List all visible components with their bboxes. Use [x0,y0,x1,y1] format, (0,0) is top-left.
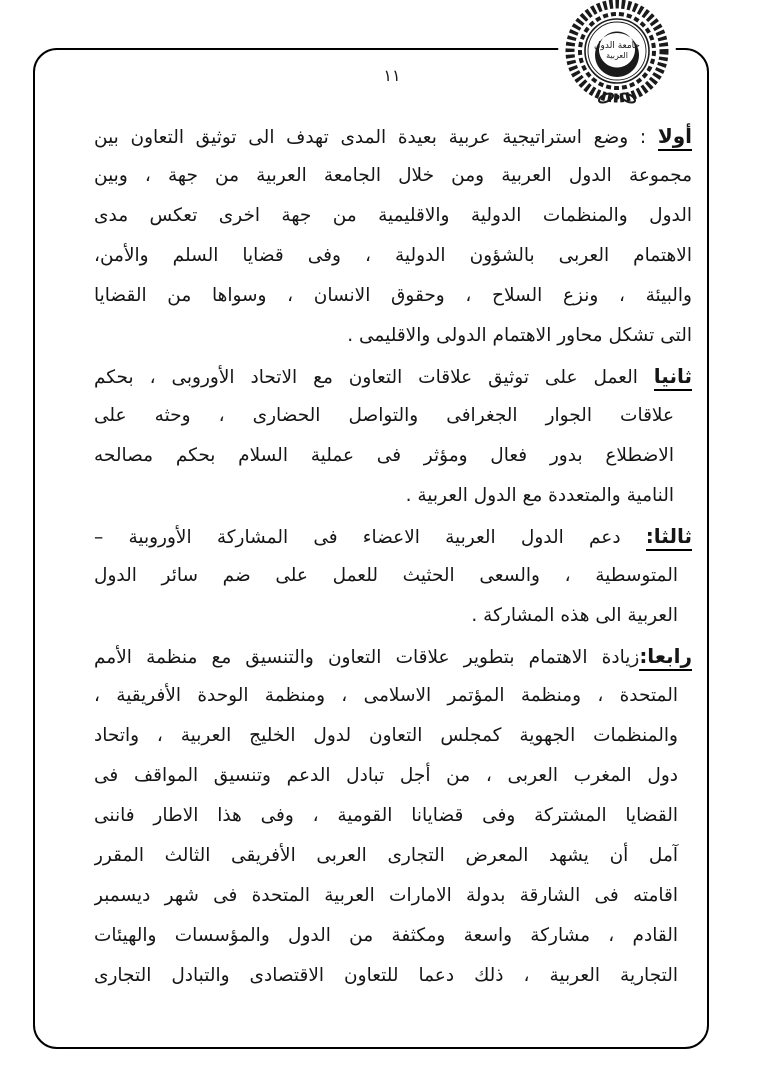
paragraph-label: رابعا: [639,644,692,671]
paragraph-line: المتوسطية ، والسعى الحثيث للعمل على ضم سائر الدول [94,565,678,586]
paragraph-line: القضايا المشتركة وفى قضايانا القومية ، وفى هذا الاطار فاننى [94,805,678,826]
emblem-graphic [558,0,676,112]
paragraph-line: التجارية العربية ، ذلك دعما للتعاون الاقتصادى والتبادل التجارى [94,965,678,986]
emblem-calligraphy-top: جامعة الدول [593,41,641,51]
paragraph-label: أولا [658,124,692,151]
paragraph-line: والبيئة ، ونزع السلاح ، وحقوق الانسان ، وسواها من القضايا [94,285,692,306]
document-body [94,116,692,996]
arab-league-emblem-icon [558,0,676,112]
page-number: ١١ [383,66,401,85]
paragraph-label: ثانيا [654,364,692,391]
paragraph [94,116,692,356]
paragraph-line: النامية والمتعددة مع الدول العربية . [405,485,674,506]
paragraph-line: القادم ، مشاركة واسعة ومكثفة من الدول والمؤسسات والهيئات [94,925,678,946]
paragraph-line: دول المغرب العربى ، من أجل تبادل الدعم وتنسيق المواقف فى [94,765,678,786]
paragraph-label: ثالثا: [646,524,692,551]
paragraph-line: الاهتمام العربى بالشؤون الدولية ، وفى قضايا السلم والأمن، [94,245,692,266]
paragraph-line: آمل أن يشهد المعرض التجارى العربى الأفريقى الثالث المقرر [94,845,678,866]
paragraph-line: العربية الى هذه المشاركة . [471,605,678,626]
paragraph [94,516,692,636]
paragraph-line: علاقات الجوار الجغرافى والتواصل الحضارى ، وحثه على [94,405,674,426]
paragraph-first-line: ثانيا العمل على توثيق علاقات التعاون مع الاتحاد الأوروبى ، بحكم [94,356,692,396]
paragraph-line: والمنظمات الجهوية كمجلس التعاون لدول الخليج العربية ، واتحاد [94,725,678,746]
paragraph [94,636,692,996]
paragraph-first-line: رابعا:زيادة الاهتمام بتطوير علاقات التعاون والتنسيق مع منظمة الأمم [94,636,692,676]
paragraph-first-line: أولا : وضع استراتيجية عربية بعيدة المدى تهدف الى توثيق التعاون بين [94,116,692,156]
paragraph-line: الاضطلاع بدور فعال ومؤثر فى عملية السلام بحكم مصالحه [94,445,674,466]
paragraph-line: مجموعة الدول العربية ومن خلال الجامعة العربية من جهة ، وبين [94,165,692,186]
emblem-calligraphy-bottom: العربية [606,51,628,60]
paragraph-line: اقامته فى الشارقة بدولة الامارات العربية المتحدة فى شهر ديسمبر [94,885,678,906]
paragraph-line: الدول والمنظمات الدولية والاقليمية من جهة اخرى تعكس مدى [94,205,692,226]
paragraph-line: المتحدة ، ومنظمة المؤتمر الاسلامى ، ومنظمة الوحدة الأفريقية ، [94,685,678,706]
paragraph-first-line: ثالثا: دعم الدول العربية الاعضاء فى المشاركة الأوروبية – [94,516,692,556]
paragraph-line: التى تشكل محاور الاهتمام الدولى والاقليمى . [347,325,692,346]
paragraph [94,356,692,516]
